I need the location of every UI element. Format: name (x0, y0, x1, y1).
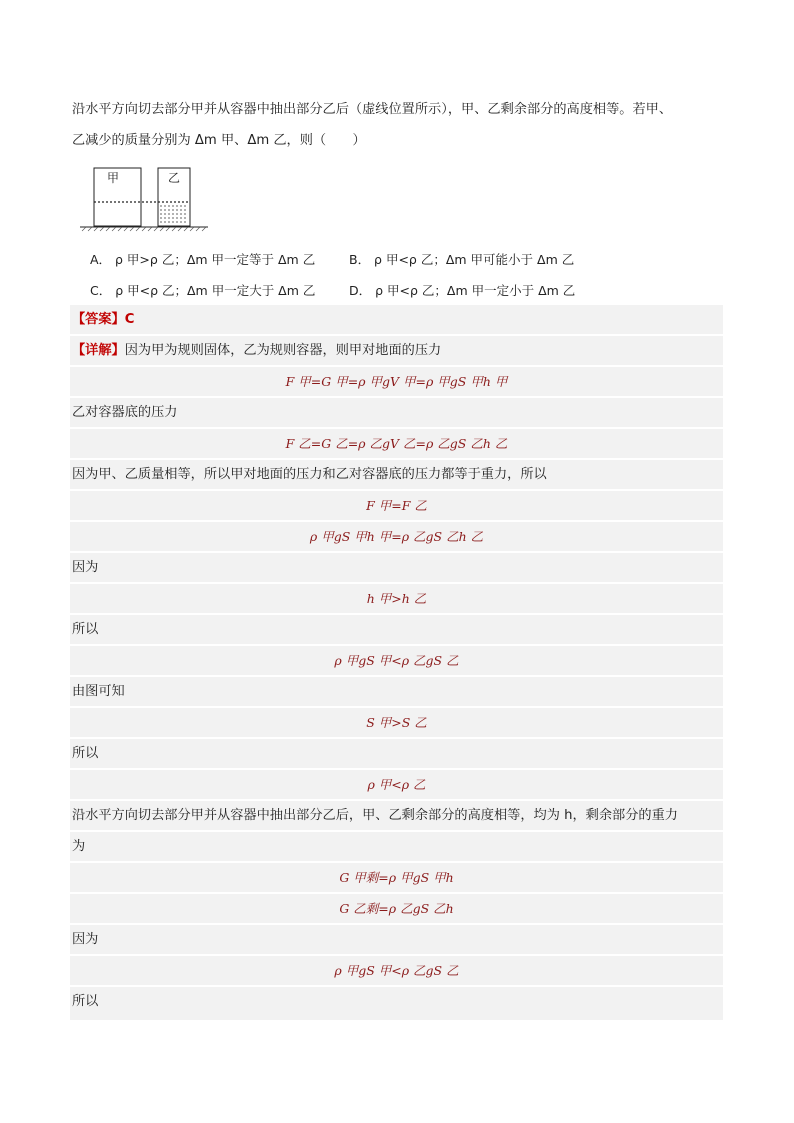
formula-row: F 乙=G 乙=ρ 乙gV 乙=ρ 乙gS 乙h 乙 (70, 428, 723, 458)
question-line-1: 沿水平方向切去部分甲并从容器中抽出部分乙后（虚线位置所示），甲、乙剩余部分的高度相等。若甲、 (72, 102, 673, 117)
label-yi: 乙 (168, 171, 181, 185)
formula-row: ρ 甲<ρ 乙 (70, 769, 723, 799)
text-row: 为 (70, 831, 723, 861)
detail-tag: 【详解】 (72, 343, 125, 358)
answer-row (70, 304, 723, 334)
formula-row: S 甲>S 乙 (70, 707, 723, 737)
text-row: 乙对容器底的压力 (70, 397, 723, 427)
option-d[interactable]: D． ρ 甲<ρ 乙；Δm 甲一定小于 Δm 乙 (349, 283, 576, 298)
formula-row: h 甲>h 乙 (70, 583, 723, 613)
formula-row: F 甲=F 乙 (70, 490, 723, 520)
option-a[interactable]: A． ρ 甲>ρ 乙；Δm 甲一定等于 Δm 乙 (90, 252, 316, 267)
formula-row: ρ 甲gS 甲<ρ 乙gS 乙 (70, 645, 723, 675)
answer-tag: 【答案】 (72, 312, 125, 327)
option-c[interactable]: C． ρ 甲<ρ 乙；Δm 甲一定大于 Δm 乙 (90, 283, 316, 298)
option-b[interactable]: B． ρ 甲<ρ 乙；Δm 甲可能小于 Δm 乙 (349, 252, 575, 267)
text-row: 由图可知 (70, 676, 723, 706)
detail-row (70, 335, 723, 365)
text-row: 所以 (70, 738, 723, 768)
formula-row: ρ 甲gS 甲h 甲=ρ 乙gS 乙h 乙 (70, 521, 723, 551)
formula-row: F 甲=G 甲=ρ 甲gV 甲=ρ 甲gS 甲h 甲 (70, 366, 723, 396)
text-row: 因为 (70, 924, 723, 954)
text-row: 所以 (70, 986, 723, 1020)
ground-hatch (82, 227, 206, 231)
question-line-2: 乙减少的质量分别为 Δm 甲、Δm 乙，则（ ） (72, 133, 366, 148)
label-jia: 甲 (107, 171, 120, 185)
text-row: 沿水平方向切去部分甲并从容器中抽出部分乙后，甲、乙剩余部分的高度相等，均为 h，剩余部分的重力 (70, 800, 723, 830)
question-figure (80, 165, 210, 235)
answer-value: C (124, 312, 135, 327)
detail-intro: 因为甲为规则固体，乙为规则容器，则甲对地面的压力 (124, 343, 442, 358)
text-row: 所以 (70, 614, 723, 644)
formula-row: G 乙剩=ρ 乙gS 乙h (70, 893, 723, 923)
text-row: 因为甲、乙质量相等，所以甲对地面的压力和乙对容器底的压力都等于重力，所以 (70, 459, 723, 489)
formula-row: G 甲剩=ρ 甲gS 甲h (70, 862, 723, 892)
text-row: 因为 (70, 552, 723, 582)
formula-row: ρ 甲gS 甲<ρ 乙gS 乙 (70, 955, 723, 985)
